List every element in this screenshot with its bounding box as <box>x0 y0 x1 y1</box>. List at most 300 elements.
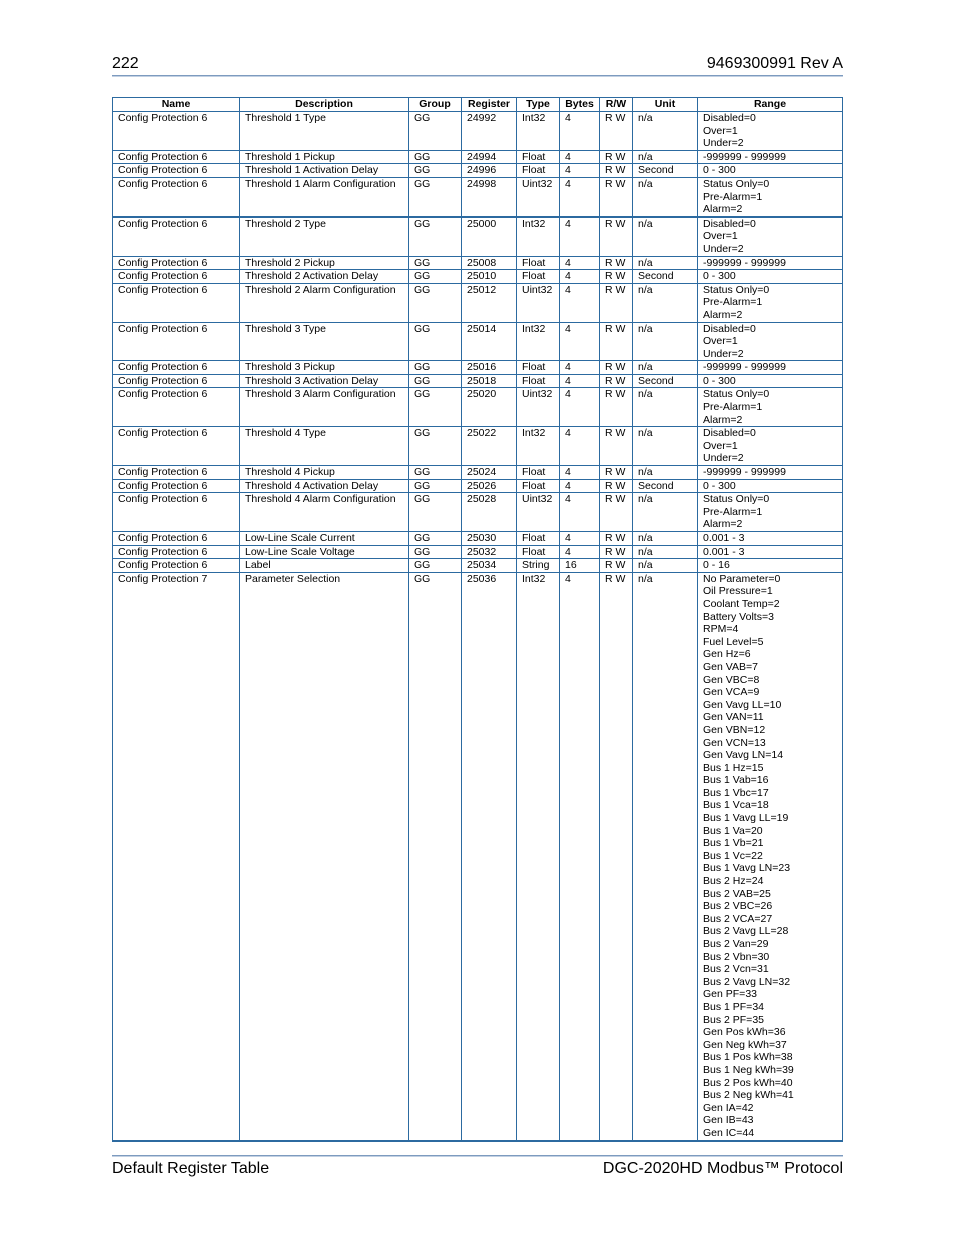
document-number: 9469300991 Rev A <box>706 55 843 72</box>
description-cell: Threshold 2 Activation Delay <box>240 270 409 284</box>
range-cell <box>698 283 843 322</box>
register-cell: 25022 <box>462 427 517 466</box>
range-value: Status Only=0 <box>703 493 770 506</box>
range-value: Bus 2 VAB=25 <box>703 887 771 900</box>
unit-cell: n/a <box>633 361 698 375</box>
register-cell: 25030 <box>462 532 517 546</box>
register-cell: 25012 <box>462 283 517 322</box>
range-value: Pre-Alarm=1 <box>703 401 763 414</box>
bytes-cell: 4 <box>560 177 600 216</box>
name-cell: Config Protection 6 <box>113 374 240 388</box>
range-value: Bus 2 Hz=24 <box>703 875 764 888</box>
type-cell: Float <box>517 150 560 164</box>
range-value: Over=1 <box>703 335 738 348</box>
table-row <box>113 388 843 427</box>
table-row <box>113 545 843 559</box>
page-number: 222 <box>112 55 139 72</box>
name-cell: Config Protection 6 <box>113 177 240 216</box>
group-cell: GG <box>409 217 462 256</box>
type-cell: Uint32 <box>517 283 560 322</box>
bytes-cell: 4 <box>560 427 600 466</box>
range-cell <box>698 388 843 427</box>
register-cell: 25026 <box>462 479 517 493</box>
name-cell: Config Protection 6 <box>113 150 240 164</box>
register-cell: 25008 <box>462 256 517 270</box>
section-title: Default Register Table <box>112 1160 270 1177</box>
table-row <box>113 479 843 493</box>
range-value: Pre-Alarm=1 <box>703 296 763 309</box>
description-cell: Threshold 4 Pickup <box>240 466 409 480</box>
table-row <box>113 256 843 270</box>
range-value: Pre-Alarm=1 <box>703 505 763 518</box>
rw-cell: R W <box>600 493 633 532</box>
name-cell: Config Protection 6 <box>113 532 240 546</box>
unit-cell: n/a <box>633 466 698 480</box>
range-value: Bus 1 Neg kWh=39 <box>703 1063 794 1076</box>
register-cell: 25020 <box>462 388 517 427</box>
type-cell: Int32 <box>517 572 560 1140</box>
group-cell: GG <box>409 572 462 1140</box>
range-value: Bus 2 VCA=27 <box>703 912 773 925</box>
range-value: Bus 2 Vcn=31 <box>703 963 769 976</box>
rw-cell: R W <box>600 283 633 322</box>
range-cell <box>698 427 843 466</box>
type-cell: Uint32 <box>517 493 560 532</box>
range-cell <box>698 112 843 151</box>
range-value: Gen VBN=12 <box>703 723 766 736</box>
range-value: Gen PF=33 <box>703 988 757 1001</box>
table-row <box>113 217 843 256</box>
table-row <box>113 177 843 216</box>
range-value: Battery Volts=3 <box>703 610 774 623</box>
register-cell: 24996 <box>462 164 517 178</box>
type-cell: Float <box>517 256 560 270</box>
unit-cell: Second <box>633 164 698 178</box>
table-row <box>113 322 843 361</box>
range-value: Fuel Level=5 <box>703 635 764 648</box>
column-header: Range <box>698 98 843 112</box>
range-value: Alarm=2 <box>703 518 743 531</box>
bytes-cell: 4 <box>560 283 600 322</box>
bytes-cell: 4 <box>560 388 600 427</box>
range-cell <box>698 532 843 546</box>
range-value: Bus 1 Vab=16 <box>703 774 769 787</box>
range-value: Bus 1 Vca=18 <box>703 799 769 812</box>
range-value: Gen IA=42 <box>703 1101 754 1114</box>
register-cell: 24992 <box>462 112 517 151</box>
range-value: Bus 2 VBC=26 <box>703 900 773 913</box>
rw-cell: R W <box>600 177 633 216</box>
type-cell: Float <box>517 479 560 493</box>
header-rule <box>112 75 843 77</box>
range-value: Gen VAB=7 <box>703 660 758 673</box>
range-value: -999999 - 999999 <box>703 256 786 269</box>
range-value: Status Only=0 <box>703 283 770 296</box>
type-cell: String <box>517 559 560 573</box>
bytes-cell: 4 <box>560 270 600 284</box>
range-value: 0.001 - 3 <box>703 545 745 558</box>
range-cell <box>698 177 843 216</box>
unit-cell: n/a <box>633 150 698 164</box>
group-cell: GG <box>409 427 462 466</box>
range-cell <box>698 361 843 375</box>
range-value: Under=2 <box>703 137 744 150</box>
register-cell: 25034 <box>462 559 517 573</box>
type-cell: Float <box>517 164 560 178</box>
type-cell: Float <box>517 466 560 480</box>
page-footer <box>112 1160 843 1180</box>
unit-cell: n/a <box>633 532 698 546</box>
range-value: Under=2 <box>703 452 744 465</box>
range-value: Under=2 <box>703 347 744 360</box>
bytes-cell: 4 <box>560 572 600 1140</box>
rw-cell: R W <box>600 361 633 375</box>
range-value: Bus 1 Pos kWh=38 <box>703 1051 793 1064</box>
table-row <box>113 374 843 388</box>
range-value: Under=2 <box>703 242 744 255</box>
table-row <box>113 427 843 466</box>
range-value: Gen VBC=8 <box>703 673 760 686</box>
register-cell: 25028 <box>462 493 517 532</box>
range-value: Bus 2 PF=35 <box>703 1013 764 1026</box>
unit-cell: n/a <box>633 112 698 151</box>
register-cell: 24994 <box>462 150 517 164</box>
range-value: Over=1 <box>703 439 738 452</box>
range-value: Bus 1 Vb=21 <box>703 837 764 850</box>
range-cell <box>698 559 843 573</box>
range-value: Gen IC=44 <box>703 1126 755 1139</box>
rw-cell: R W <box>600 532 633 546</box>
range-cell <box>698 466 843 480</box>
unit-cell: n/a <box>633 283 698 322</box>
range-value: Bus 1 Va=20 <box>703 824 763 837</box>
type-cell: Uint32 <box>517 388 560 427</box>
range-value: Gen IB=43 <box>703 1114 754 1127</box>
register-cell: 25016 <box>462 361 517 375</box>
table-row <box>113 466 843 480</box>
bytes-cell: 4 <box>560 466 600 480</box>
unit-cell: n/a <box>633 427 698 466</box>
range-value: Bus 1 Hz=15 <box>703 761 764 774</box>
range-cell <box>698 572 843 1140</box>
rw-cell: R W <box>600 322 633 361</box>
range-value: Bus 1 Vbc=17 <box>703 786 769 799</box>
description-cell: Threshold 1 Type <box>240 112 409 151</box>
range-value: Disabled=0 <box>703 217 756 230</box>
range-value: Gen Vavg LL=10 <box>703 698 782 711</box>
range-value: Bus 2 Vbn=30 <box>703 950 770 963</box>
group-cell: GG <box>409 256 462 270</box>
table-header-row <box>113 98 843 112</box>
group-cell: GG <box>409 361 462 375</box>
range-value: Over=1 <box>703 124 738 137</box>
bytes-cell: 4 <box>560 164 600 178</box>
group-cell: GG <box>409 283 462 322</box>
bytes-cell: 16 <box>560 559 600 573</box>
name-cell: Config Protection 6 <box>113 493 240 532</box>
range-value: Bus 1 Vavg LL=19 <box>703 812 789 825</box>
table-row <box>113 112 843 151</box>
column-header: Bytes <box>560 98 600 112</box>
description-cell: Threshold 1 Alarm Configuration <box>240 177 409 216</box>
name-cell: Config Protection 6 <box>113 322 240 361</box>
range-cell <box>698 217 843 256</box>
table-row <box>113 164 843 178</box>
register-cell: 25000 <box>462 217 517 256</box>
table-row <box>113 361 843 375</box>
group-cell: GG <box>409 322 462 361</box>
document-title: DGC-2020HD Modbus™ Protocol <box>602 1160 843 1177</box>
range-cell <box>698 322 843 361</box>
range-value: Bus 2 Vavg LN=32 <box>703 975 791 988</box>
range-cell <box>698 493 843 532</box>
group-cell: GG <box>409 177 462 216</box>
table-body <box>113 112 843 1141</box>
footer-rule <box>112 1155 843 1157</box>
name-cell: Config Protection 6 <box>113 479 240 493</box>
range-value: -999999 - 999999 <box>703 361 786 374</box>
group-cell: GG <box>409 479 462 493</box>
range-value: Gen Pos kWh=36 <box>703 1026 786 1039</box>
range-cell <box>698 256 843 270</box>
range-value: Disabled=0 <box>703 427 756 440</box>
range-value: 0 - 16 <box>703 559 730 572</box>
type-cell: Int32 <box>517 322 560 361</box>
unit-cell: n/a <box>633 572 698 1140</box>
group-cell: GG <box>409 545 462 559</box>
group-cell: GG <box>409 112 462 151</box>
rw-cell: R W <box>600 572 633 1140</box>
range-value: Gen VAN=11 <box>703 711 764 724</box>
type-cell: Uint32 <box>517 177 560 216</box>
unit-cell: Second <box>633 374 698 388</box>
column-header: Group <box>409 98 462 112</box>
rw-cell: R W <box>600 217 633 256</box>
group-cell: GG <box>409 559 462 573</box>
description-cell: Parameter Selection <box>240 572 409 1140</box>
name-cell: Config Protection 6 <box>113 217 240 256</box>
rw-cell: R W <box>600 112 633 151</box>
group-cell: GG <box>409 388 462 427</box>
name-cell: Config Protection 6 <box>113 427 240 466</box>
type-cell: Int32 <box>517 217 560 256</box>
rw-cell: R W <box>600 466 633 480</box>
bytes-cell: 4 <box>560 361 600 375</box>
range-value: Disabled=0 <box>703 112 756 124</box>
range-value: Bus 2 Van=29 <box>703 938 769 950</box>
rw-cell: R W <box>600 427 633 466</box>
group-cell: GG <box>409 164 462 178</box>
rw-cell: R W <box>600 559 633 573</box>
range-cell <box>698 479 843 493</box>
range-value: Alarm=2 <box>703 308 743 321</box>
column-header: R/W <box>600 98 633 112</box>
range-value: -999999 - 999999 <box>703 150 786 163</box>
bytes-cell: 4 <box>560 256 600 270</box>
rw-cell: R W <box>600 388 633 427</box>
range-value: Gen Vavg LN=14 <box>703 749 784 762</box>
range-value: 0 - 300 <box>703 479 736 492</box>
group-cell: GG <box>409 493 462 532</box>
group-cell: GG <box>409 150 462 164</box>
range-value: 0 - 300 <box>703 164 736 177</box>
description-cell: Threshold 2 Alarm Configuration <box>240 283 409 322</box>
group-cell: GG <box>409 466 462 480</box>
range-value: Gen VCN=13 <box>703 736 766 749</box>
unit-cell: n/a <box>633 559 698 573</box>
description-cell: Threshold 4 Activation Delay <box>240 479 409 493</box>
range-value: Bus 1 Vavg LN=23 <box>703 862 791 875</box>
group-cell: GG <box>409 270 462 284</box>
name-cell: Config Protection 6 <box>113 388 240 427</box>
range-value: Gen Neg kWh=37 <box>703 1038 787 1051</box>
description-cell: Threshold 4 Alarm Configuration <box>240 493 409 532</box>
column-header: Unit <box>633 98 698 112</box>
unit-cell: n/a <box>633 388 698 427</box>
range-value: Alarm=2 <box>703 413 743 426</box>
range-value: Status Only=0 <box>703 388 770 401</box>
name-cell: Config Protection 6 <box>113 112 240 151</box>
rw-cell: R W <box>600 374 633 388</box>
range-value: Gen VCA=9 <box>703 686 760 699</box>
range-value: Disabled=0 <box>703 322 756 335</box>
type-cell: Float <box>517 532 560 546</box>
range-value: 0.001 - 3 <box>703 532 745 544</box>
range-value: Bus 1 PF=34 <box>703 1000 764 1013</box>
range-cell <box>698 374 843 388</box>
register-cell: 25024 <box>462 466 517 480</box>
bytes-cell: 4 <box>560 545 600 559</box>
name-cell: Config Protection 6 <box>113 164 240 178</box>
page-header <box>112 55 843 75</box>
range-value: Bus 2 Pos kWh=40 <box>703 1076 793 1089</box>
table-row <box>113 572 843 1140</box>
register-cell: 24998 <box>462 177 517 216</box>
column-header: Type <box>517 98 560 112</box>
name-cell: Config Protection 6 <box>113 545 240 559</box>
table-row <box>113 532 843 546</box>
range-cell <box>698 164 843 178</box>
range-cell <box>698 270 843 284</box>
range-value: Alarm=2 <box>703 203 743 216</box>
unit-cell: n/a <box>633 256 698 270</box>
table-row <box>113 559 843 573</box>
register-table <box>112 97 843 1142</box>
unit-cell: n/a <box>633 493 698 532</box>
range-value: Bus 1 Vc=22 <box>703 849 763 862</box>
register-cell: 25014 <box>462 322 517 361</box>
rw-cell: R W <box>600 256 633 270</box>
type-cell: Float <box>517 270 560 284</box>
range-value: No Parameter=0 <box>703 572 781 585</box>
name-cell: Config Protection 7 <box>113 572 240 1140</box>
bytes-cell: 4 <box>560 493 600 532</box>
range-value: Status Only=0 <box>703 177 770 190</box>
bytes-cell: 4 <box>560 112 600 151</box>
register-cell: 25032 <box>462 545 517 559</box>
rw-cell: R W <box>600 150 633 164</box>
range-cell <box>698 545 843 559</box>
range-value: Bus 2 Vavg LL=28 <box>703 925 789 938</box>
name-cell: Config Protection 6 <box>113 466 240 480</box>
description-cell: Threshold 2 Type <box>240 217 409 256</box>
name-cell: Config Protection 6 <box>113 270 240 284</box>
name-cell: Config Protection 6 <box>113 283 240 322</box>
type-cell: Float <box>517 545 560 559</box>
group-cell: GG <box>409 374 462 388</box>
description-cell: Threshold 3 Type <box>240 322 409 361</box>
type-cell: Float <box>517 361 560 375</box>
rw-cell: R W <box>600 270 633 284</box>
group-cell: GG <box>409 532 462 546</box>
description-cell: Threshold 1 Pickup <box>240 150 409 164</box>
description-cell: Threshold 3 Alarm Configuration <box>240 388 409 427</box>
register-cell: 25010 <box>462 270 517 284</box>
range-value: 0 - 300 <box>703 270 736 283</box>
range-value: Bus 2 Neg kWh=41 <box>703 1089 794 1102</box>
column-header: Register <box>462 98 517 112</box>
rw-cell: R W <box>600 545 633 559</box>
range-value: Gen Hz=6 <box>703 648 751 661</box>
name-cell: Config Protection 6 <box>113 559 240 573</box>
rw-cell: R W <box>600 479 633 493</box>
unit-cell: n/a <box>633 177 698 216</box>
range-value: -999999 - 999999 <box>703 466 786 479</box>
range-value: Oil Pressure=1 <box>703 585 773 598</box>
bytes-cell: 4 <box>560 479 600 493</box>
unit-cell: Second <box>633 270 698 284</box>
bytes-cell: 4 <box>560 217 600 256</box>
description-cell: Threshold 3 Pickup <box>240 361 409 375</box>
table-row <box>113 150 843 164</box>
range-value: 0 - 300 <box>703 374 736 387</box>
range-value: Over=1 <box>703 230 738 243</box>
type-cell: Int32 <box>517 427 560 466</box>
unit-cell: Second <box>633 479 698 493</box>
bytes-cell: 4 <box>560 150 600 164</box>
bytes-cell: 4 <box>560 532 600 546</box>
name-cell: Config Protection 6 <box>113 361 240 375</box>
type-cell: Float <box>517 374 560 388</box>
description-cell: Label <box>240 559 409 573</box>
column-header: Description <box>240 98 409 112</box>
description-cell: Threshold 4 Type <box>240 427 409 466</box>
description-cell: Low-Line Scale Current <box>240 532 409 546</box>
bytes-cell: 4 <box>560 322 600 361</box>
range-value: RPM=4 <box>703 623 739 636</box>
description-cell: Threshold 3 Activation Delay <box>240 374 409 388</box>
register-cell: 25018 <box>462 374 517 388</box>
rw-cell: R W <box>600 164 633 178</box>
type-cell: Int32 <box>517 112 560 151</box>
range-value: Coolant Temp=2 <box>703 597 780 610</box>
unit-cell: n/a <box>633 322 698 361</box>
range-value: Pre-Alarm=1 <box>703 190 763 203</box>
bytes-cell: 4 <box>560 374 600 388</box>
table-row <box>113 283 843 322</box>
description-cell: Low-Line Scale Voltage <box>240 545 409 559</box>
column-header: Name <box>113 98 240 112</box>
table-row <box>113 493 843 532</box>
description-cell: Threshold 2 Pickup <box>240 256 409 270</box>
unit-cell: n/a <box>633 217 698 256</box>
register-cell: 25036 <box>462 572 517 1140</box>
name-cell: Config Protection 6 <box>113 256 240 270</box>
table-row <box>113 270 843 284</box>
unit-cell: n/a <box>633 545 698 559</box>
description-cell: Threshold 1 Activation Delay <box>240 164 409 178</box>
range-cell <box>698 150 843 164</box>
